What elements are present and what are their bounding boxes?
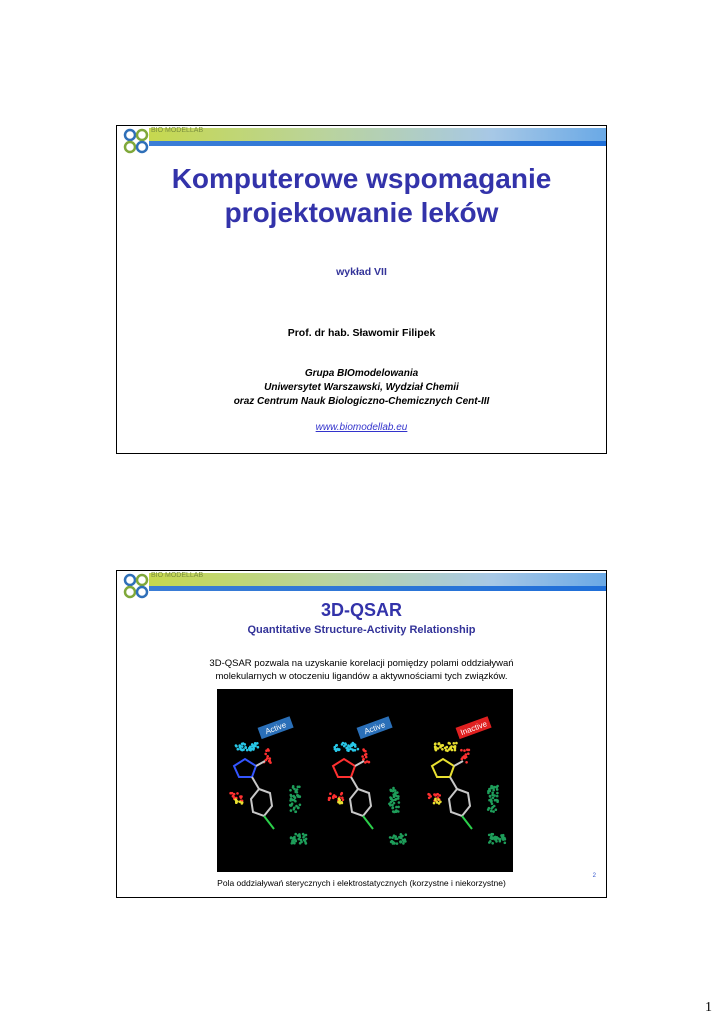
field-dots (341, 792, 344, 795)
field-dots (229, 792, 232, 795)
field-dots (396, 842, 399, 845)
field-dots (305, 838, 308, 841)
header-bar (149, 128, 606, 141)
field-dots (269, 761, 272, 764)
field-dots (299, 836, 302, 839)
field-dots (299, 804, 302, 807)
field-dots (236, 792, 239, 795)
field-dots (437, 747, 440, 750)
field-dots (433, 802, 436, 805)
field-dots (500, 834, 503, 837)
header-bar-accent (149, 586, 606, 591)
field-dots (239, 801, 242, 804)
header-bar-accent (149, 141, 606, 146)
field-dots (237, 748, 240, 751)
activity-label: Active (362, 720, 387, 737)
slide-subtitle: Quantitative Structure-Activity Relationship (247, 624, 476, 636)
field-dots (434, 746, 437, 749)
field-dots (294, 800, 297, 803)
field-dots (448, 742, 451, 745)
field-dots (365, 756, 368, 759)
field-dots (495, 837, 498, 840)
field-dots (292, 795, 295, 798)
field-dots (299, 842, 302, 845)
field-dots (246, 749, 249, 752)
affiliation-line-1: Grupa BIOmodelowania (304, 368, 419, 379)
molecule-field-image (415, 689, 513, 872)
field-dots (242, 742, 245, 745)
field-dots (297, 794, 300, 797)
field-dots (448, 748, 451, 751)
field-dots (460, 749, 463, 752)
field-dots (436, 801, 439, 804)
field-dots (233, 793, 236, 796)
field-dots (390, 801, 393, 804)
field-dots (404, 840, 407, 843)
field-dots (335, 744, 338, 747)
field-dots (390, 790, 393, 793)
field-dots (445, 749, 448, 752)
field-dots (341, 797, 344, 800)
qsar-image (217, 689, 513, 872)
field-dots (293, 808, 296, 811)
field-dots (496, 795, 499, 798)
slide-title (117, 162, 606, 230)
field-dots (489, 790, 492, 793)
field-dots (368, 761, 371, 764)
page-number: 1 (705, 1000, 712, 1015)
field-dots (294, 833, 297, 836)
field-dots (434, 742, 437, 745)
field-dots (453, 742, 456, 745)
field-dots (392, 810, 395, 813)
author-name: Prof. dr hab. Sławomir Filipek (287, 327, 436, 339)
field-dots (292, 837, 295, 840)
field-dots (293, 842, 296, 845)
field-dots (468, 749, 471, 752)
field-dots (398, 801, 401, 804)
panel-3 (415, 689, 513, 872)
activity-tag (357, 716, 393, 739)
molecule (234, 759, 274, 829)
field-dots (402, 842, 405, 845)
slide-title: 3D-QSAR (320, 600, 402, 620)
field-dots (291, 842, 294, 845)
field-dots (267, 749, 270, 752)
field-dots (341, 743, 344, 746)
affiliation-line-3: oraz Centrum Nauk Biologiczno-Chemicznych Cent-III (233, 396, 490, 407)
field-dots (293, 788, 296, 791)
field-dots (352, 749, 355, 752)
slide-1 (116, 125, 607, 454)
description-line-2: molekularnych w otoczeniu ligandów a aktywnościami tych związków. (215, 671, 508, 682)
field-dots (455, 742, 458, 745)
molecule-field-image (217, 689, 315, 872)
field-dots (437, 798, 440, 801)
field-dots (495, 840, 498, 843)
affiliation-line-2: Uniwersytet Warszawski, Wydział Chemii (264, 382, 459, 393)
field-dots (461, 758, 464, 761)
header-bar (149, 573, 606, 586)
field-dots (392, 793, 395, 796)
field-dots (295, 805, 298, 808)
field-dots (490, 807, 493, 810)
field-dots (357, 748, 360, 751)
field-dots (333, 794, 336, 797)
field-dots (463, 755, 466, 758)
field-dots (244, 746, 247, 749)
field-dots (329, 792, 332, 795)
field-dots (496, 788, 499, 791)
field-dots (439, 746, 442, 749)
field-dots (341, 802, 344, 805)
activity-tag (456, 716, 492, 739)
field-dots (362, 758, 365, 761)
field-dots (453, 746, 456, 749)
field-dots (400, 834, 403, 837)
field-dots (492, 837, 495, 840)
panel-2 (316, 689, 414, 872)
field-dots (405, 833, 408, 836)
field-dots (298, 833, 301, 836)
field-dots (353, 743, 356, 746)
field-dots (300, 839, 303, 842)
field-dots (394, 789, 397, 792)
field-dots (349, 745, 352, 748)
logo-text: BIO MODELLAB (151, 572, 204, 579)
field-dots (428, 793, 431, 796)
biomodellab-logo-icon (123, 573, 149, 599)
field-dots (302, 833, 305, 836)
field-dots (437, 743, 440, 746)
molecule-field-image (316, 689, 414, 872)
field-dots (295, 810, 298, 813)
field-dots (397, 806, 400, 809)
molecule (333, 759, 373, 829)
field-dots (298, 786, 301, 789)
field-dots (496, 785, 499, 788)
field-dots (289, 789, 292, 792)
field-dots (334, 748, 337, 751)
field-dots (496, 799, 499, 802)
description-line-1: 3D-QSAR pozwala na uzyskanie korelacji pomiędzy polami oddziaływań (209, 658, 514, 669)
title-line-1: Komputerowe wspomaganie (171, 163, 552, 194)
field-dots (489, 795, 492, 798)
field-dots (393, 842, 396, 845)
field-dots (338, 799, 341, 802)
activity-label: Inactive (459, 719, 489, 738)
slide-2 (116, 570, 607, 898)
slide-number: 2 (592, 873, 596, 879)
field-dots (491, 842, 494, 845)
image-caption: Pola oddziaływań sterycznych i elektrostatycznych (korzystne i niekorzystne) (217, 878, 506, 888)
field-dots (492, 789, 495, 792)
field-dots (495, 808, 498, 811)
field-dots (492, 797, 495, 800)
field-dots (332, 797, 335, 800)
field-dots (392, 806, 395, 809)
biomodellab-logo-icon (123, 128, 149, 154)
lecture-label: wykład VII (336, 266, 387, 278)
field-dots (490, 800, 493, 803)
field-dots (394, 799, 397, 802)
description (117, 657, 606, 683)
field-dots (428, 797, 431, 800)
field-dots (302, 836, 305, 839)
field-dots (490, 810, 493, 813)
field-dots (492, 787, 495, 790)
field-dots (499, 840, 502, 843)
field-dots (488, 841, 491, 844)
field-dots (242, 748, 245, 751)
field-dots (361, 755, 364, 758)
field-dots (465, 761, 468, 764)
field-dots (344, 742, 347, 745)
field-dots (305, 842, 308, 845)
field-dots (236, 800, 239, 803)
field-dots (397, 810, 400, 813)
field-dots (496, 792, 499, 795)
field-dots (446, 746, 449, 749)
field-dots (395, 795, 398, 798)
field-dots (394, 835, 397, 838)
field-dots (239, 745, 242, 748)
field-dots (390, 841, 393, 844)
field-dots (392, 787, 395, 790)
field-dots (251, 743, 254, 746)
field-dots (240, 795, 243, 798)
website-link[interactable]: www.biomodellab.eu (315, 422, 408, 433)
field-dots (305, 834, 308, 837)
field-dots (396, 838, 399, 841)
field-dots (254, 745, 257, 748)
field-dots (502, 838, 505, 841)
title-line-2: projektowanie leków (224, 197, 499, 228)
field-dots (391, 804, 394, 807)
field-dots (493, 805, 496, 808)
field-dots (257, 746, 260, 749)
field-dots (365, 753, 368, 756)
field-dots (399, 840, 402, 843)
field-dots (256, 742, 259, 745)
field-dots (463, 749, 466, 752)
field-dots (467, 752, 470, 755)
field-dots (504, 842, 507, 845)
field-dots (290, 798, 293, 801)
field-dots (434, 798, 437, 801)
field-dots (290, 837, 293, 840)
field-dots (488, 834, 491, 837)
field-dots (347, 748, 350, 751)
field-dots (490, 833, 493, 836)
field-dots (290, 804, 293, 807)
field-dots (290, 809, 293, 812)
activity-label: Active (263, 720, 288, 737)
field-dots (364, 761, 367, 764)
field-dots (290, 794, 293, 797)
logo-text: BIO MODELLAB (151, 127, 204, 134)
panel-1 (217, 689, 315, 872)
field-dots (450, 745, 453, 748)
field-dots (494, 799, 497, 802)
field-dots (389, 836, 392, 839)
field-dots (491, 794, 494, 797)
field-dots (441, 748, 444, 751)
field-dots (487, 808, 490, 811)
field-dots (492, 810, 495, 813)
field-dots (396, 791, 399, 794)
field-dots (241, 801, 244, 804)
field-dots (364, 750, 367, 753)
field-dots (435, 793, 438, 796)
field-dots (329, 797, 332, 800)
activity-tag (258, 716, 294, 739)
field-dots (264, 753, 267, 756)
field-dots (390, 797, 393, 800)
field-dots (250, 747, 253, 750)
field-dots (402, 839, 405, 842)
field-dots (235, 745, 238, 748)
